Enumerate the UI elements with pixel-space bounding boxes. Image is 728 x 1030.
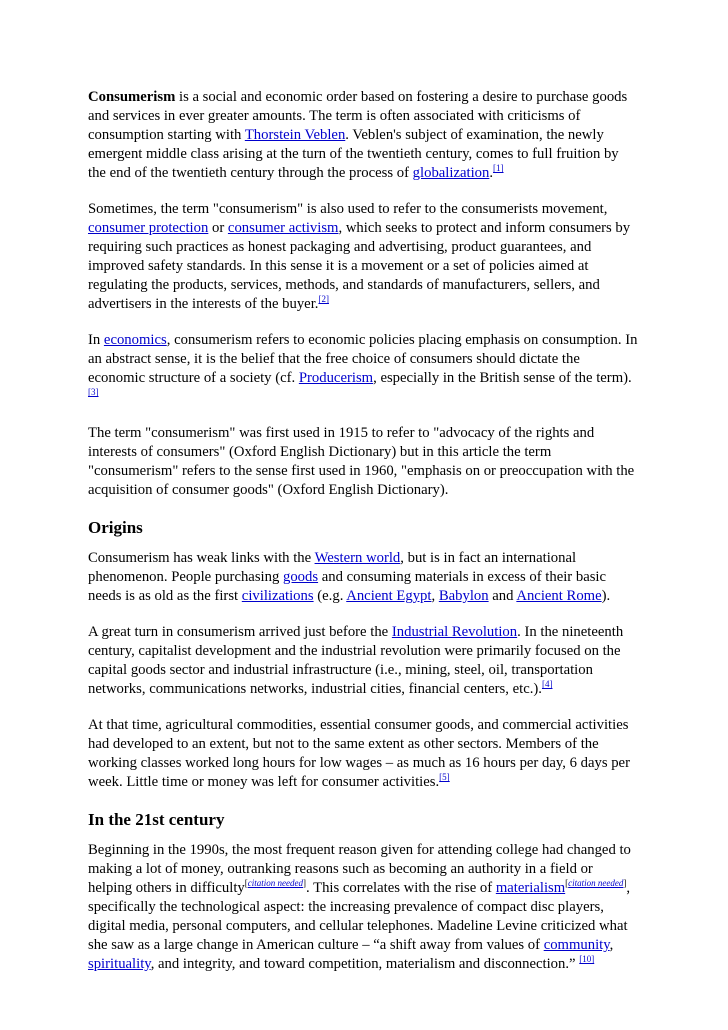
origins-paragraph-1 <box>88 549 640 606</box>
text: and consuming materials in excess of their basic needs is as old as the first <box>88 569 607 604</box>
intro-paragraph-4: The term "consumerism" was first used in 1915 to refer to "advocacy of the rights and interests of consumers" (Oxford English Dictionary) but in this article the term "consumerism" refers to the sense first used in 1960, "emphasis on or preoccupation with the acquisition of consumer goods" (Oxford English Dictionary). <box>88 425 635 498</box>
ref-5[interactable]: [5] <box>439 772 450 783</box>
link-civilizations[interactable]: civilizations <box>241 588 314 604</box>
link-ancient-rome[interactable]: Ancient Rome <box>516 588 602 604</box>
text: Consumerism has weak links with the <box>88 550 315 566</box>
text: Beginning in the 1990s, the most frequent reason given for attending college had changed to making a lot of money, outranking reasons such as becoming an authority in a field or helping others in difficulty <box>88 842 631 896</box>
link-producerism[interactable]: Producerism <box>298 370 374 386</box>
link-consumer-protection[interactable]: consumer protection <box>88 220 209 236</box>
text: A great turn in consumerism arrived just before the <box>88 624 392 640</box>
ref-3[interactable]: [3] <box>88 387 99 398</box>
link-babylon[interactable]: Babylon <box>438 588 489 604</box>
text: , <box>609 937 614 953</box>
link-thorstein-veblen[interactable]: Thorstein Veblen <box>244 127 346 143</box>
text: (e.g. <box>313 588 347 604</box>
century21-paragraph-1 <box>88 841 640 974</box>
text: , consumerism refers to economic policies placing emphasis on consumption. In an abstract sense, it is the belief that the free choice of consumers should dictate the economic structure of a society (cf. <box>88 332 638 386</box>
text: ] <box>623 878 627 889</box>
text: , especially in the British sense of the term). <box>373 370 632 386</box>
link-globalization[interactable]: globalization <box>412 165 490 181</box>
text: . <box>489 165 494 181</box>
document-page <box>88 88 640 991</box>
text: , <box>431 588 439 604</box>
heading-origins: Origins <box>88 518 143 537</box>
text: or <box>208 220 228 236</box>
text: is a social and economic order based on fostering a desire to purchase goods and services in ever greater amounts. The term is often associated with criticisms of consumption starting with <box>88 89 628 143</box>
text: In <box>88 332 104 348</box>
link-ancient-egypt[interactable]: Ancient Egypt <box>346 588 432 604</box>
link-citation-needed-1[interactable]: citation needed <box>247 878 304 889</box>
ref-4[interactable]: [4] <box>541 679 553 690</box>
text: At that time, agricultural commodities, essential consumer goods, and commercial activities had developed to an extent, but not to the same extent as other sectors. Members of the working classes worked long hours for low wages – as much as 16 hours per day, 6 days per week. Little time or money was left for consumer activities. <box>88 717 630 790</box>
ref-1[interactable]: [1] <box>493 163 504 174</box>
ref-2[interactable]: [2] <box>318 294 329 305</box>
origins-paragraph-3 <box>88 716 640 792</box>
text: Sometimes, the term "consumerism" is also used to refer to the consumerists movement, <box>88 201 608 217</box>
heading-21st-century: In the 21st century <box>88 810 225 829</box>
link-goods[interactable]: goods <box>282 569 319 585</box>
origins-paragraph-2 <box>88 623 640 699</box>
text: , which seeks to protect and inform consumers by requiring such practices as honest packaging and advertising, product guarantees, and improved safety standards. In this sense it is a movement or a set of policies aimed at regulating the products, services, methods, and standards of manufacturers, sellers, and advertisers in the interests of the buyer. <box>88 220 631 312</box>
link-industrial-revolution[interactable]: Industrial Revolution <box>391 624 518 640</box>
citation-needed-1 <box>245 878 306 888</box>
text: and <box>488 588 517 604</box>
citation-needed-2 <box>565 878 626 888</box>
term-bold: Consumerism <box>88 89 176 105</box>
text: , specifically the technological aspect: the increasing prevalence of compact disc players, digital media, personal computers, and cellular telephones. Madeline Levine criticized what she saw as a large change in American culture – “a shift away from values of <box>88 880 631 953</box>
intro-paragraph-3 <box>88 331 640 407</box>
link-spirituality[interactable]: spirituality <box>88 956 151 972</box>
text: . In the nineteenth century, capitalist development and the industrial revolution were primarily focused on the capital goods sector and industrial infrastructure (i.e., mining, steel, oil, transportation networks, communications networks, industrial cities, financial centers, etc.). <box>88 624 624 697</box>
link-citation-needed-2[interactable]: citation needed <box>568 878 624 889</box>
link-economics[interactable]: economics <box>103 332 167 348</box>
intro-paragraph-1 <box>88 88 640 183</box>
link-western-world[interactable]: Western world <box>314 550 401 566</box>
text: [ <box>244 878 248 889</box>
intro-paragraph-2 <box>88 200 640 314</box>
text: ). <box>601 588 611 604</box>
text: , and integrity, and toward competition, materialism and disconnection.” <box>150 956 580 972</box>
link-consumer-activism[interactable]: consumer activism <box>227 220 339 236</box>
link-community[interactable]: community <box>543 937 610 953</box>
link-materialism[interactable]: materialism <box>495 880 566 896</box>
text: . This correlates with the rise of <box>306 880 496 896</box>
text: ] <box>303 878 307 889</box>
text: . Veblen's subject of examination, the newly emergent middle class arising at the turn of the twentieth century, comes to full fruition by the end of the twentieth century through the process of <box>88 127 619 181</box>
text: , but is in fact an international phenomenon. People purchasing <box>88 550 577 585</box>
text: [ <box>565 878 569 889</box>
ref-10[interactable]: [10] <box>579 954 595 965</box>
